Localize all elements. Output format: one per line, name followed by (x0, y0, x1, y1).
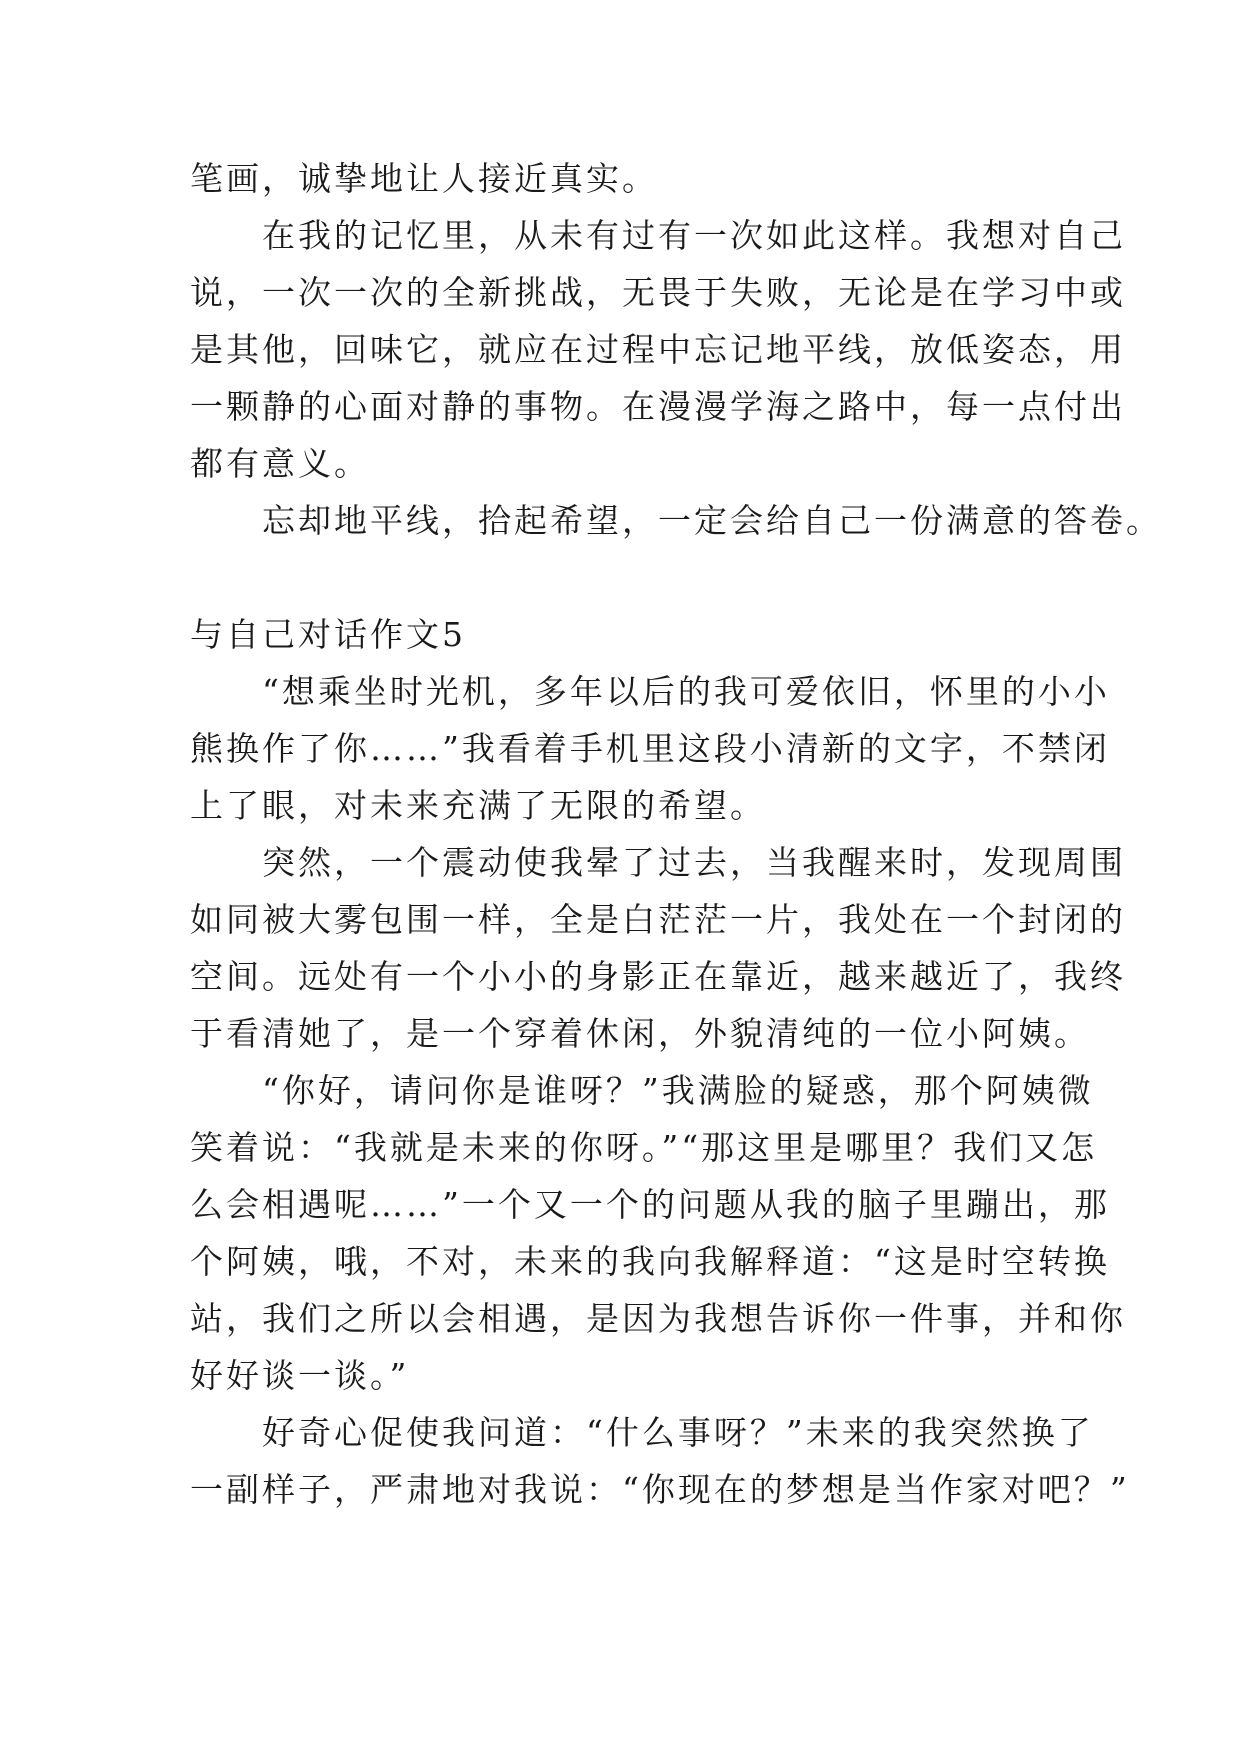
text-line: 熊换作了你……”我看着手机里这段小清新的文字，不禁闭 (190, 729, 1110, 768)
text-line: 在我的记忆里，从未有过有一次如此这样。我想对自己 (190, 216, 1126, 255)
text-line: “你好，请问你是谁呀？”我满脸的疑惑，那个阿姨微 (190, 1071, 1094, 1110)
text-line: 忘却地平线，拾起希望，一定会给自己一份满意的答卷。 (190, 501, 1162, 540)
text-line: 于看清她了，是一个穿着休闲，外貌清纯的一位小阿姨。 (190, 1014, 1090, 1053)
text-line: 一颗静的心面对静的事物。在漫漫学海之路中，每一点付出 (190, 387, 1126, 426)
text-line: 上了眼，对未来充满了无限的希望。 (190, 786, 766, 825)
text-line: 么会相遇呢……”一个又一个的问题从我的脑子里蹦出，那 (190, 1185, 1110, 1224)
text-line: 都有意义。 (190, 444, 370, 483)
section-heading: 与自己对话作文5 (190, 615, 466, 654)
text-line: 一副样子，严肃地对我说：“你现在的梦想是当作家对吧？” (190, 1470, 1130, 1509)
text-line: 空间。远处有一个小小的身影正在靠近，越来越近了，我终 (190, 957, 1126, 996)
text-line: 如同被大雾包围一样，全是白茫茫一片，我处在一个封闭的 (190, 900, 1126, 939)
text-line: 是其他，回味它，就应在过程中忘记地平线，放低姿态，用 (190, 330, 1126, 369)
text-line: 说，一次一次的全新挑战，无畏于失败，无论是在学习中或 (190, 273, 1126, 312)
text-line: “想乘坐时光机，多年以后的我可爱依旧，怀里的小小 (190, 672, 1110, 711)
document-body (190, 150, 1162, 1518)
blank-line (190, 549, 1070, 606)
text-line: 笑着说：“我就是未来的你呀。”“那这里是哪里？我们又怎 (190, 1128, 1098, 1167)
text-line: 个阿姨，哦，不对，未来的我向我解释道：“这是时空转换 (190, 1242, 1110, 1281)
text-line: 好奇心促使我问道：“什么事呀？”未来的我突然换了 (190, 1413, 1094, 1452)
text-line: 笔画，诚挚地让人接近真实。 (190, 159, 658, 198)
text-line: 突然，一个震动使我晕了过去，当我醒来时，发现周围 (190, 843, 1126, 882)
text-line: 好好谈一谈。” (190, 1356, 410, 1395)
text-line: 站，我们之所以会相遇，是因为我想告诉你一件事，并和你 (190, 1299, 1126, 1338)
